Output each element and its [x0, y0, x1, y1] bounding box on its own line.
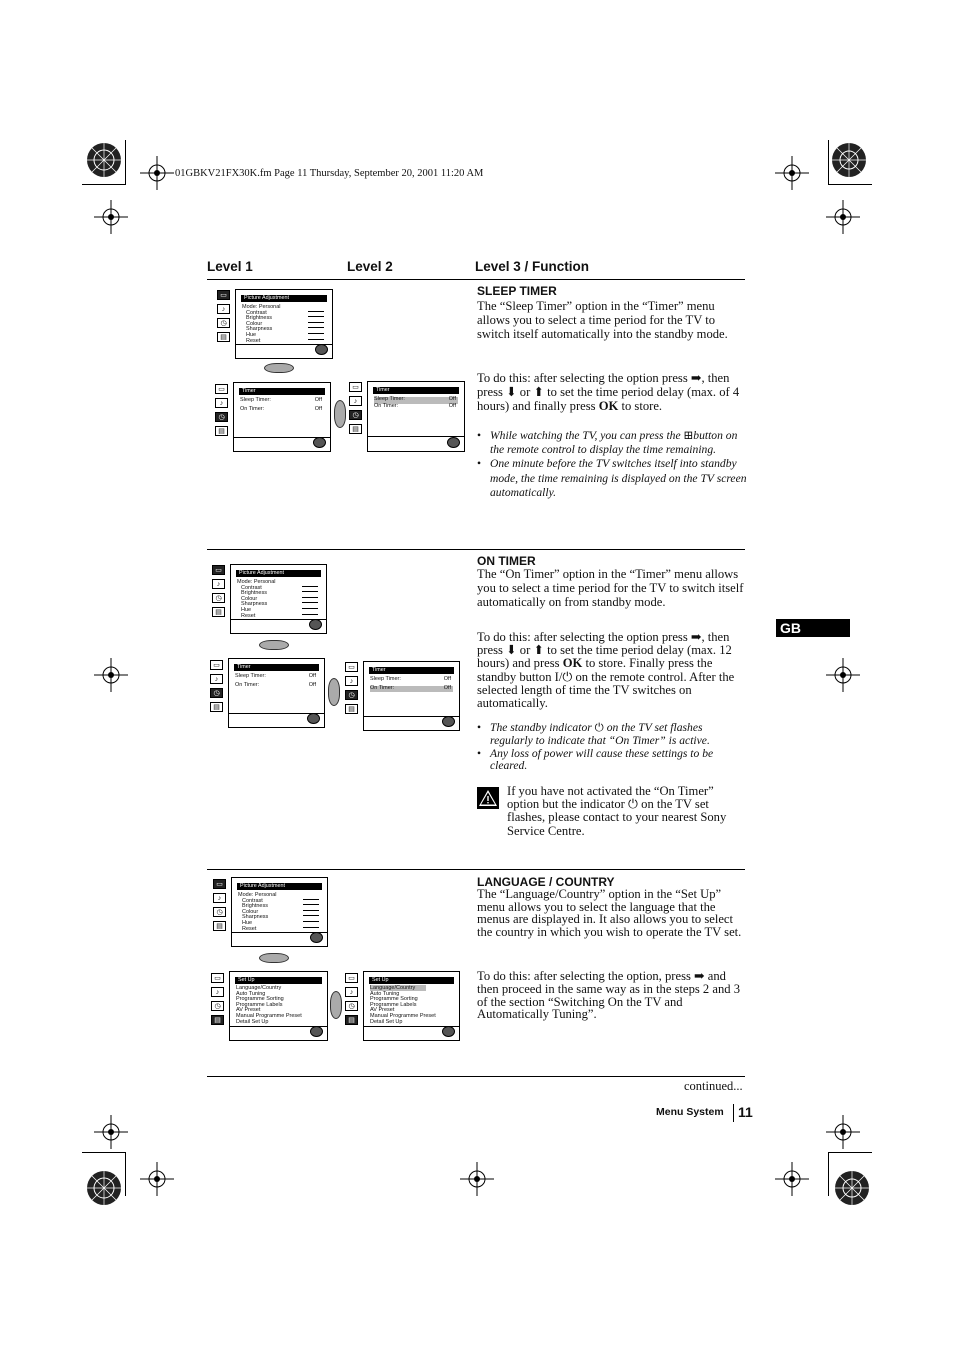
- menu-value: Off: [314, 406, 322, 412]
- crosshair-mark: [140, 156, 174, 190]
- menu-icon-column: [212, 565, 227, 621]
- crosshair-mark: [94, 200, 128, 234]
- menu-item: Programme Labels: [370, 1001, 417, 1008]
- timer-menu-icon: ◷: [211, 1001, 224, 1011]
- text: or: [519, 385, 531, 399]
- picture-menu-icon: ▭: [349, 382, 362, 392]
- text: To do this: after selecting the option press: [477, 630, 688, 644]
- continued-note: continued...: [684, 1079, 743, 1093]
- paragraph: The “Language/Country” option in the “Set Up” menu allows you to select the language that the menus are displayed in. It also allows you to select the country in which you wish to operate the TV set.: [477, 887, 742, 940]
- standby-indicator-icon: ⏻: [594, 721, 604, 734]
- rule: [207, 279, 745, 280]
- text: to set the time period delay (max. of 4 hours) and finally press: [477, 385, 740, 413]
- menu-icon-column: [210, 660, 225, 716]
- ok-button-icon: [447, 437, 460, 448]
- text: To do this: after selecting the option press: [477, 371, 688, 385]
- timer-screen: [228, 658, 325, 728]
- text: to store.: [621, 399, 663, 413]
- menu-item: Sleep Timer:: [240, 397, 271, 403]
- sound-menu-icon: ♪: [210, 674, 223, 684]
- registration-mark-top-right: [829, 140, 869, 180]
- sound-menu-icon: ♪: [349, 396, 362, 406]
- menu-title: Timer: [239, 388, 325, 395]
- menu-title: Set Up: [235, 977, 322, 984]
- menu-item: Brightness: [241, 590, 267, 597]
- text: on the TV set flashes, please contact to your nearest Sony Service Centre.: [507, 797, 727, 838]
- menu-item: On Timer:: [370, 685, 395, 691]
- menu-item: Hue: [241, 606, 252, 613]
- right-arrow-icon: ➡: [690, 371, 702, 385]
- timer-menu-icon: ◷: [349, 410, 362, 420]
- menu-item: Auto Tuning: [236, 990, 266, 997]
- ok-button-icon: [442, 1026, 455, 1037]
- crop-line: [828, 140, 829, 184]
- menu-value: Off: [443, 676, 451, 682]
- section-title: ON TIMER: [477, 554, 536, 568]
- menu-title: Picture Adjustment: [236, 570, 321, 577]
- picture-menu-icon: ▭: [211, 973, 224, 983]
- on-timer-instructions: [477, 631, 745, 710]
- column-header-level3: Level 3 / Function: [475, 259, 590, 274]
- crop-line: [828, 1152, 829, 1196]
- timer-screen-selected: [363, 661, 460, 731]
- setup-menu-icon: ▤: [349, 424, 362, 434]
- language-country-instructions: [477, 970, 745, 1021]
- picture-menu-icon: ▭: [345, 662, 358, 672]
- registration-mark-bottom-right: [832, 1168, 872, 1208]
- crosshair-mark: [460, 1162, 494, 1196]
- timer-menu-icon: ◷: [345, 1001, 358, 1011]
- language-country-description: [477, 888, 745, 939]
- picture-menu-icon: ▭: [210, 660, 223, 670]
- ok-button-icon: [442, 716, 455, 727]
- menu-item: AV Preset: [236, 1007, 261, 1014]
- crosshair-mark: [826, 1115, 860, 1149]
- timer-screen-selected: [367, 381, 465, 452]
- picture-adjustment-screen: [231, 877, 328, 947]
- display-button-icon: ⊞: [683, 429, 694, 442]
- ok-label: OK: [598, 399, 619, 413]
- picture-menu-icon: ▭: [212, 565, 225, 575]
- warning-icon: [477, 787, 499, 809]
- setup-menu-icon: ▤: [215, 426, 228, 436]
- picture-adjustment-screen: [230, 564, 327, 634]
- column-header-level1: Level 1: [207, 259, 253, 274]
- ok-label: OK: [562, 656, 583, 671]
- section-title: SLEEP TIMER: [477, 284, 557, 298]
- menu-title: Timer: [373, 387, 459, 394]
- ok-button-icon: [313, 437, 326, 448]
- registration-mark-bottom-left: [84, 1168, 124, 1208]
- section-title: LANGUAGE / COUNTRY: [477, 875, 615, 889]
- setup-menu-icon: ▤: [217, 332, 230, 342]
- menu-item: Manual Programme Preset: [236, 1012, 302, 1019]
- crosshair-mark: [826, 658, 860, 692]
- crosshair-mark: [826, 200, 860, 234]
- crop-line: [82, 1152, 126, 1153]
- menu-item: Sleep Timer:: [374, 396, 405, 402]
- crosshair-mark: [94, 658, 128, 692]
- menu-icon-column: [349, 382, 364, 438]
- setup-menu-icon: ▤: [345, 1015, 358, 1025]
- menu-title: Set Up: [369, 977, 454, 984]
- menu-item: On Timer:: [235, 682, 260, 688]
- menu-item: On Timer:: [374, 403, 399, 409]
- timer-menu-icon: ◷: [213, 907, 226, 917]
- sound-menu-icon: ♪: [215, 398, 228, 408]
- text: to store. Finally press the standby button: [477, 656, 713, 684]
- menu-item: Detail Set Up: [236, 1018, 269, 1025]
- menu-icon-column: [217, 290, 232, 346]
- text: , then press: [477, 630, 730, 658]
- up-arrow-icon: ⬆: [533, 385, 544, 399]
- timer-menu-icon: ◷: [210, 688, 223, 698]
- standby-indicator-icon: ⏻: [628, 797, 638, 812]
- menu-value: Off: [448, 403, 456, 409]
- menu-icon-column: [213, 879, 228, 935]
- sound-menu-icon: ♪: [212, 579, 225, 589]
- menu-item: Contrast: [241, 584, 262, 591]
- footer-divider: [733, 1104, 734, 1122]
- paragraph: The “On Timer” option in the “Timer” menu allows you to select a time period for the TV to switch itself automatically on from standby mode.: [477, 567, 744, 609]
- standby-button-icon: I/⏻: [554, 669, 573, 684]
- menu-item: Sharpness: [246, 326, 273, 333]
- sleep-timer-instructions: [477, 371, 745, 413]
- setup-menu-icon: ▤: [213, 921, 226, 931]
- ok-button-icon: [309, 619, 322, 630]
- menu-item: Hue: [242, 919, 253, 926]
- menu-items: [242, 305, 326, 344]
- picture-menu-icon: ▭: [345, 973, 358, 983]
- menu-icon-column: [211, 973, 226, 1029]
- language-tab: GB: [776, 619, 850, 637]
- menu-item: Reset: [241, 612, 256, 619]
- menu-icon-column: [215, 384, 230, 440]
- menu-title: Timer: [369, 667, 454, 674]
- down-arrow-pad-icon: [259, 953, 289, 963]
- menu-title: Picture Adjustment: [237, 883, 322, 890]
- crop-line: [828, 1152, 872, 1153]
- menu-item: Colour: [246, 320, 263, 327]
- menu-value: Off: [443, 685, 451, 691]
- menu-title: Timer: [234, 664, 319, 671]
- menu-item: Programme Sorting: [236, 996, 284, 1003]
- menu-item: Mode: Personal: [242, 304, 281, 310]
- menu-item: Language/Country: [370, 985, 426, 991]
- crosshair-mark: [775, 1162, 809, 1196]
- on-timer-notes: [477, 722, 747, 773]
- menu-item: Colour: [241, 595, 258, 602]
- sound-menu-icon: ♪: [211, 987, 224, 997]
- text: To do this: after selecting the option, press: [477, 969, 691, 983]
- timer-menu-icon: ◷: [217, 318, 230, 328]
- timer-screen: [233, 382, 331, 452]
- on-timer-warning: [507, 785, 745, 838]
- menu-item: Sharpness: [242, 914, 269, 921]
- menu-item: Contrast: [242, 897, 263, 904]
- menu-item: Reset: [242, 925, 257, 932]
- sleep-timer-description: [477, 299, 745, 341]
- rule: [207, 1076, 745, 1077]
- text: on the remote control. After the selected length of time the TV switches on automatically.: [477, 669, 735, 711]
- down-arrow-icon: ⬇: [506, 643, 517, 658]
- up-arrow-icon: ⬆: [533, 643, 544, 658]
- timer-menu-icon: ◷: [212, 593, 225, 603]
- sound-menu-icon: ♪: [345, 987, 358, 997]
- down-arrow-pad-icon: [264, 363, 294, 373]
- menu-item: Contrast: [246, 309, 267, 316]
- text: to set the time period delay (max. 12 hours) and press: [477, 643, 732, 671]
- picture-menu-icon: ▭: [213, 879, 226, 889]
- menu-item: Brightness: [246, 315, 272, 322]
- section-name: Menu System: [656, 1106, 724, 1118]
- menu-item: Mode: Personal: [237, 579, 276, 585]
- menu-item: On Timer:: [240, 406, 265, 412]
- menu-item: Auto Tuning: [370, 990, 400, 997]
- menu-icon-column: [345, 973, 360, 1029]
- setup-menu-icon: ▤: [345, 704, 358, 714]
- menu-item: Reset: [246, 337, 261, 344]
- menu-item: Manual Programme Preset: [370, 1012, 436, 1019]
- timer-menu-icon: ◷: [345, 690, 358, 700]
- registration-mark-top-left: [84, 140, 124, 180]
- crosshair-mark: [140, 1162, 174, 1196]
- crop-line: [828, 184, 872, 185]
- crosshair-mark: [94, 1115, 128, 1149]
- down-arrow-icon: ⬇: [506, 385, 517, 399]
- menu-value: Off: [308, 673, 316, 679]
- setup-menu-icon: ▤: [210, 702, 223, 712]
- column-header-level2: Level 2: [347, 259, 393, 274]
- text: and then proceed in the same way as in the steps 2 and 3 of the section “Switching On the TV and Automatically Tuning”.: [477, 969, 740, 1022]
- menu-item: Sleep Timer:: [235, 673, 266, 679]
- rule: [207, 549, 745, 550]
- right-arrow-pad-icon: [334, 400, 346, 428]
- crosshair-mark: [775, 156, 809, 190]
- menu-item: Hue: [246, 331, 257, 338]
- menu-item: Programme Sorting: [370, 996, 418, 1003]
- right-arrow-icon: ➡: [694, 969, 705, 983]
- right-arrow-pad-icon: [328, 678, 340, 706]
- sound-menu-icon: ♪: [217, 304, 230, 314]
- timer-menu-icon: ◷: [215, 412, 228, 422]
- setup-screen: [229, 971, 328, 1041]
- page-number: 11: [738, 1104, 753, 1120]
- menu-item: Language/Country: [236, 985, 282, 991]
- menu-item: Detail Set Up: [370, 1018, 403, 1025]
- note: • One minute before the TV switches itself into standby mode, the time remaining is displayed on the TV screen automatically.: [477, 457, 747, 500]
- text: or: [519, 643, 531, 658]
- on-timer-description: [477, 567, 745, 609]
- text: The standby indicator: [490, 721, 592, 734]
- file-header: 01GBKV21FX30K.fm Page 11 Thursday, September 20, 2001 11:20 AM: [175, 168, 484, 179]
- menu-item: Sharpness: [241, 601, 268, 608]
- sound-menu-icon: ♪: [345, 676, 358, 686]
- setup-menu-icon: ▤: [212, 607, 225, 617]
- text: If you have not activated the “On Timer” option but the indicator: [507, 784, 714, 812]
- menu-value: Off: [308, 682, 316, 688]
- text: While watching the TV, you can press the: [490, 429, 681, 442]
- menu-item: AV Preset: [370, 1007, 395, 1014]
- setup-menu-icon: ▤: [211, 1015, 224, 1025]
- right-arrow-pad-icon: [330, 991, 342, 1019]
- menu-item: Programme Labels: [236, 1001, 283, 1008]
- menu-item: Brightness: [242, 903, 268, 910]
- rule: [207, 869, 745, 870]
- menu-value: Off: [448, 396, 456, 402]
- menu-value: Off: [314, 397, 322, 403]
- crop-line: [125, 140, 126, 184]
- sleep-timer-notes: [477, 429, 747, 500]
- ok-button-icon: [307, 713, 320, 724]
- crop-line: [82, 184, 126, 185]
- setup-screen-selected: [363, 971, 460, 1041]
- menu-item: Mode: Personal: [238, 892, 277, 898]
- note: • Any loss of power will cause these settings to be cleared.: [477, 748, 747, 774]
- picture-menu-icon: ▭: [215, 384, 228, 394]
- ok-button-icon: [310, 932, 323, 943]
- menu-title: Picture Adjustment: [241, 295, 327, 302]
- down-arrow-pad-icon: [259, 640, 289, 650]
- picture-adjustment-screen: [235, 289, 333, 359]
- paragraph: The “Sleep Timer” option in the “Timer” menu allows you to select a time period for the TV to switch itself automatically into the standby mode.: [477, 299, 728, 341]
- ok-button-icon: [310, 1026, 323, 1037]
- menu-item: Colour: [242, 908, 259, 915]
- text: , then press: [477, 371, 730, 399]
- text: button on the remote control to display the time remaining.: [490, 429, 738, 457]
- crop-line: [125, 1152, 126, 1196]
- right-arrow-icon: ➡: [690, 630, 702, 644]
- ok-button-icon: [315, 344, 328, 355]
- text: on the TV set flashes regularly to indicate that “On Timer” is active.: [490, 721, 710, 747]
- menu-icon-column: [345, 662, 360, 718]
- sound-menu-icon: ♪: [213, 893, 226, 903]
- picture-menu-icon: ▭: [217, 290, 230, 300]
- menu-item: Sleep Timer:: [370, 676, 401, 682]
